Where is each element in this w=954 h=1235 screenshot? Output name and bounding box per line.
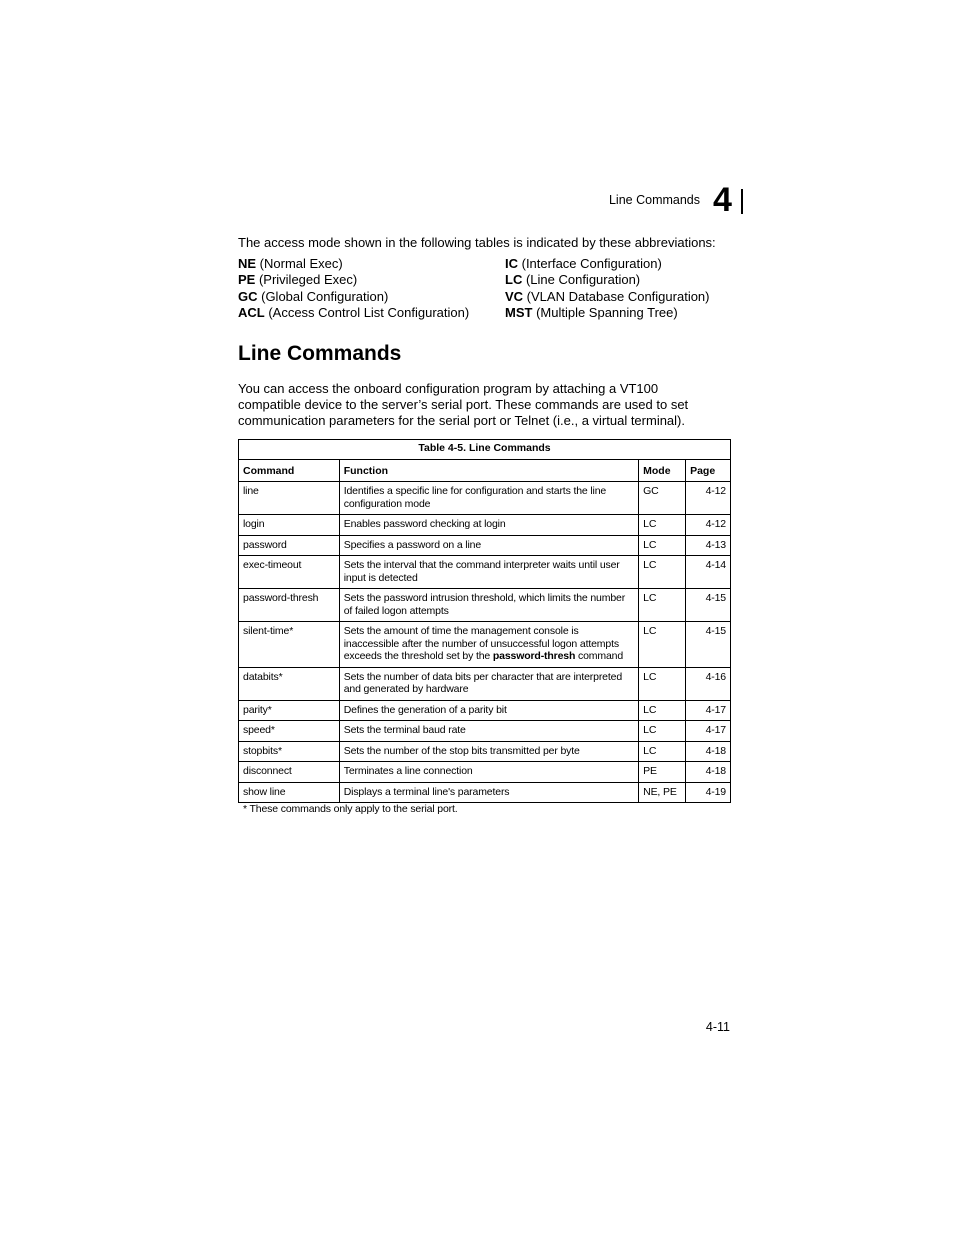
function-cell: Defines the generation of a parity bit bbox=[339, 700, 638, 721]
page-cell: 4-12 bbox=[686, 482, 731, 515]
abbreviation-item bbox=[505, 289, 710, 304]
paragraph-line: communication parameters for the serial port or Telnet (i.e., a virtual terminal). bbox=[238, 413, 685, 428]
mode-cell: LC bbox=[639, 515, 686, 536]
command-cell: exec-timeout bbox=[239, 556, 340, 589]
function-cell: Displays a terminal line's parameters bbox=[339, 782, 638, 803]
abbreviation-item bbox=[505, 272, 640, 287]
page-cell: 4-17 bbox=[686, 721, 731, 742]
abbreviation-item bbox=[505, 305, 678, 320]
command-cell: speed* bbox=[239, 721, 340, 742]
function-cell: Sets the password intrusion threshold, which limits the number of failed logon attempts bbox=[339, 589, 638, 622]
chapter-divider bbox=[741, 189, 743, 214]
column-header-command: Command bbox=[239, 459, 340, 482]
abbreviation-description: (Interface Configuration) bbox=[518, 256, 662, 271]
running-header-title: Line Commands bbox=[608, 193, 700, 207]
abbreviation-row bbox=[238, 256, 738, 272]
command-cell: line bbox=[239, 482, 340, 515]
mode-cell: LC bbox=[639, 721, 686, 742]
page-cell: 4-18 bbox=[686, 762, 731, 783]
page-cell: 4-19 bbox=[686, 782, 731, 803]
line-commands-table bbox=[238, 439, 731, 803]
abbreviation-description: (Access Control List Configuration) bbox=[264, 304, 470, 320]
function-command-ref: password-thresh bbox=[492, 650, 576, 662]
abbreviation-item bbox=[505, 256, 662, 271]
mode-cell: LC bbox=[639, 700, 686, 721]
column-header-mode: Mode bbox=[639, 459, 686, 482]
table-title: Table 4-5. Line Commands bbox=[239, 440, 731, 460]
abbreviation-item bbox=[238, 289, 388, 304]
command-cell: show line bbox=[239, 782, 340, 803]
abbreviation-row bbox=[238, 289, 738, 305]
page-cell: 4-14 bbox=[686, 556, 731, 589]
function-cell: Sets the terminal baud rate bbox=[339, 721, 638, 742]
paragraph-line: You can access the onboard configuration program by attaching a VT100 bbox=[238, 381, 659, 396]
body-paragraph bbox=[238, 381, 730, 429]
table-row bbox=[239, 667, 731, 700]
mode-cell: LC bbox=[639, 589, 686, 622]
table-row bbox=[239, 782, 731, 803]
abbreviation-item bbox=[238, 272, 357, 287]
chapter-number: 4 bbox=[713, 181, 732, 219]
table-row bbox=[239, 700, 731, 721]
abbreviation-description: (Line Configuration) bbox=[522, 272, 641, 288]
table-footnote: * These commands only apply to the serial port. bbox=[243, 803, 458, 815]
page-number: 4-11 bbox=[705, 1020, 730, 1034]
command-cell: parity* bbox=[239, 700, 340, 721]
abbreviation-description: (Privileged Exec) bbox=[255, 272, 358, 288]
abbreviation-code: IC bbox=[505, 256, 518, 271]
command-cell: login bbox=[239, 515, 340, 536]
mode-cell: LC bbox=[639, 556, 686, 589]
page-cell: 4-17 bbox=[686, 700, 731, 721]
mode-cell: LC bbox=[639, 741, 686, 762]
function-cell bbox=[339, 622, 638, 668]
abbreviation-description: (Multiple Spanning Tree) bbox=[532, 304, 678, 320]
command-cell: silent-time* bbox=[239, 622, 340, 668]
function-cell: Identifies a specific line for configuration and starts the line configuration mode bbox=[339, 482, 638, 515]
abbreviation-code: VC bbox=[505, 288, 524, 304]
column-header-function: Function bbox=[339, 459, 638, 482]
command-cell: databits* bbox=[239, 667, 340, 700]
command-cell: stopbits* bbox=[239, 741, 340, 762]
page-cell: 4-12 bbox=[686, 515, 731, 536]
abbreviation-code: ACL bbox=[238, 304, 265, 320]
mode-cell: LC bbox=[639, 622, 686, 668]
abbreviation-description: (Normal Exec) bbox=[256, 256, 343, 271]
function-text: command bbox=[575, 650, 624, 662]
abbreviation-code: PE bbox=[238, 272, 256, 288]
column-header-page: Page bbox=[686, 459, 731, 482]
table-row bbox=[239, 535, 731, 556]
page-cell: 4-15 bbox=[686, 589, 731, 622]
command-cell: password-thresh bbox=[239, 589, 340, 622]
abbreviation-list bbox=[238, 256, 738, 321]
mode-cell: NE, PE bbox=[639, 782, 686, 803]
function-cell: Enables password checking at login bbox=[339, 515, 638, 536]
function-text: Sets the amount of time the management console is inaccessible after the number of unsuccessful logon attempts exceeds the threshold set by the bbox=[343, 625, 619, 662]
table-row bbox=[239, 556, 731, 589]
table-row bbox=[239, 482, 731, 515]
function-cell: Terminates a line connection bbox=[339, 762, 638, 783]
section-heading: Line Commands bbox=[238, 342, 402, 365]
abbreviation-code: LC bbox=[505, 272, 523, 288]
abbreviation-code: MST bbox=[505, 304, 533, 320]
page-cell: 4-16 bbox=[686, 667, 731, 700]
abbreviation-code: NE bbox=[238, 256, 257, 271]
table-row bbox=[239, 622, 731, 668]
function-cell: Sets the number of the stop bits transmitted per byte bbox=[339, 741, 638, 762]
page-cell: 4-18 bbox=[686, 741, 731, 762]
abbreviation-description: (VLAN Database Configuration) bbox=[523, 288, 710, 304]
page-cell: 4-15 bbox=[686, 622, 731, 668]
paragraph-line: compatible device to the server’s serial port. These commands are used to set bbox=[238, 397, 689, 412]
table-title-row bbox=[239, 440, 731, 460]
abbreviation-item bbox=[238, 256, 343, 271]
function-cell: Sets the number of data bits per character that are interpreted and generated by hardware bbox=[339, 667, 638, 700]
command-cell: disconnect bbox=[239, 762, 340, 783]
abbreviation-item bbox=[238, 305, 469, 320]
abbreviation-row bbox=[238, 305, 738, 321]
table-row bbox=[239, 589, 731, 622]
page-cell: 4-13 bbox=[686, 535, 731, 556]
mode-cell: PE bbox=[639, 762, 686, 783]
abbreviation-row bbox=[238, 272, 738, 288]
table-header-row bbox=[239, 459, 731, 482]
table-row bbox=[239, 741, 731, 762]
function-cell: Specifies a password on a line bbox=[339, 535, 638, 556]
abbreviation-intro: The access mode shown in the following tables is indicated by these abbreviations: bbox=[238, 235, 716, 250]
table-row bbox=[239, 762, 731, 783]
table-row bbox=[239, 515, 731, 536]
mode-cell: LC bbox=[639, 667, 686, 700]
mode-cell: LC bbox=[639, 535, 686, 556]
abbreviation-code: GC bbox=[238, 288, 258, 304]
function-cell: Sets the interval that the command interpreter waits until user input is detected bbox=[339, 556, 638, 589]
abbreviation-description: (Global Configuration) bbox=[257, 288, 389, 304]
command-cell: password bbox=[239, 535, 340, 556]
mode-cell: GC bbox=[639, 482, 686, 515]
table-row bbox=[239, 721, 731, 742]
